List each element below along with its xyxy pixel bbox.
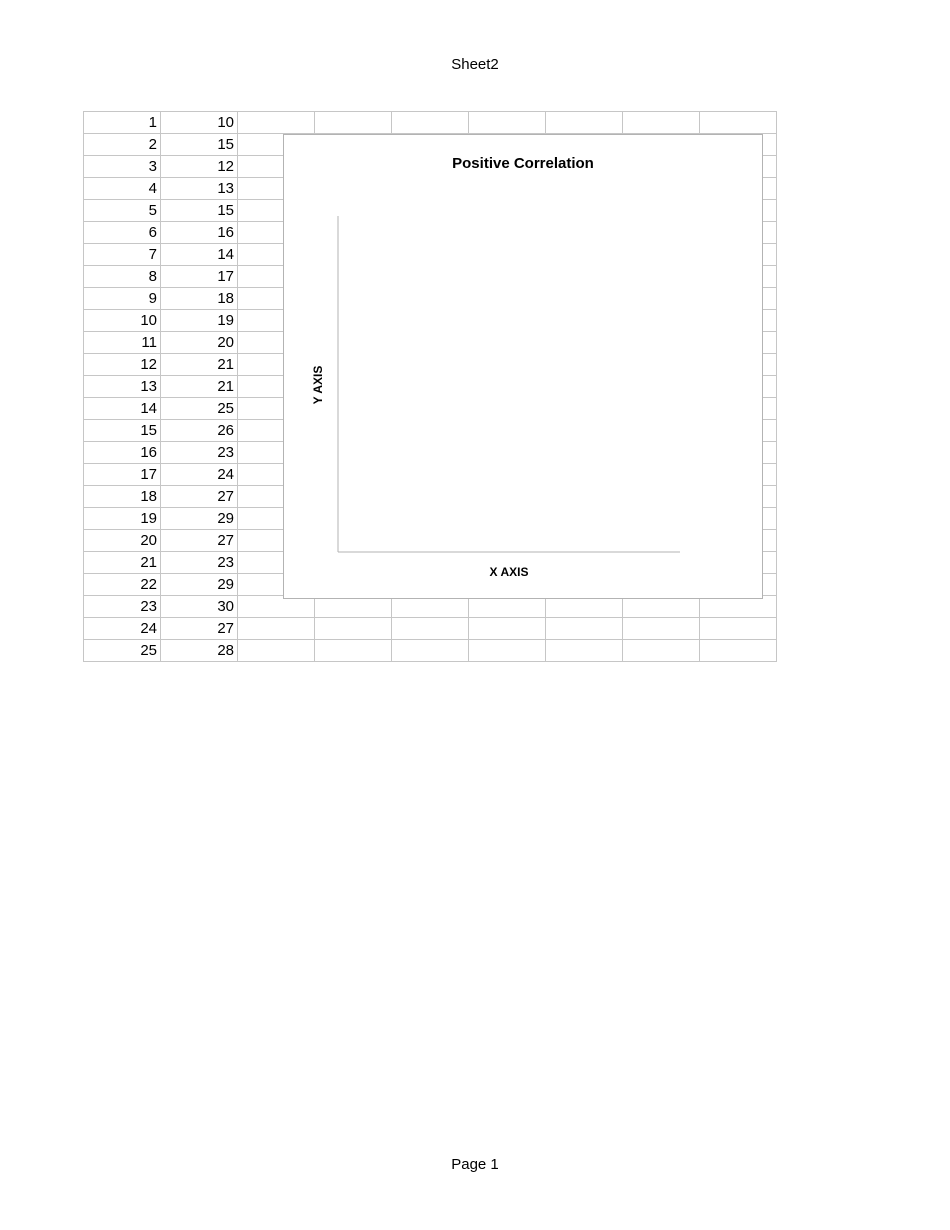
table-cell[interactable]: [700, 112, 777, 134]
table-cell[interactable]: 20: [84, 530, 161, 552]
table-cell[interactable]: [315, 640, 392, 662]
table-cell[interactable]: 15: [84, 420, 161, 442]
table-cell[interactable]: [546, 618, 623, 640]
table-cell[interactable]: 16: [161, 222, 238, 244]
table-cell[interactable]: [238, 618, 315, 640]
table-cell[interactable]: 25: [161, 398, 238, 420]
table-cell[interactable]: 24: [161, 464, 238, 486]
table-cell[interactable]: 26: [161, 420, 238, 442]
table-cell[interactable]: 10: [84, 310, 161, 332]
table-cell[interactable]: [392, 618, 469, 640]
table-cell[interactable]: [546, 640, 623, 662]
table-cell[interactable]: 9: [84, 288, 161, 310]
table-cell[interactable]: 2: [84, 134, 161, 156]
table-cell[interactable]: [700, 618, 777, 640]
table-cell[interactable]: [315, 112, 392, 134]
table-cell[interactable]: 12: [84, 354, 161, 376]
table-cell[interactable]: [623, 640, 700, 662]
table-cell[interactable]: 18: [161, 288, 238, 310]
table-cell[interactable]: 14: [84, 398, 161, 420]
table-cell[interactable]: 19: [84, 508, 161, 530]
table-cell[interactable]: 19: [161, 310, 238, 332]
table-cell[interactable]: 8: [84, 266, 161, 288]
table-row: [84, 618, 777, 640]
table-cell[interactable]: 16: [84, 442, 161, 464]
table-cell[interactable]: 5: [84, 200, 161, 222]
table-cell[interactable]: 7: [84, 244, 161, 266]
table-cell[interactable]: [623, 112, 700, 134]
table-cell[interactable]: [392, 112, 469, 134]
table-cell[interactable]: 17: [161, 266, 238, 288]
table-cell[interactable]: 15: [161, 200, 238, 222]
table-cell[interactable]: [469, 640, 546, 662]
page-footer: Page 1: [451, 1156, 499, 1173]
table-cell[interactable]: 21: [161, 354, 238, 376]
table-cell[interactable]: 30: [161, 596, 238, 618]
table-cell[interactable]: 29: [161, 574, 238, 596]
table-cell[interactable]: 15: [161, 134, 238, 156]
table-cell[interactable]: 29: [161, 508, 238, 530]
y-axis-label: Y AXIS: [311, 365, 325, 405]
table-row: [84, 640, 777, 662]
table-cell[interactable]: 28: [161, 640, 238, 662]
chart-plot-svg: [284, 135, 762, 598]
table-cell[interactable]: [469, 618, 546, 640]
table-cell[interactable]: 17: [84, 464, 161, 486]
table-cell[interactable]: 24: [84, 618, 161, 640]
table-cell[interactable]: 10: [161, 112, 238, 134]
scatter-chart[interactable]: [283, 134, 763, 599]
table-cell[interactable]: 27: [161, 486, 238, 508]
table-cell[interactable]: 21: [161, 376, 238, 398]
table-cell[interactable]: 20: [161, 332, 238, 354]
table-cell[interactable]: 13: [161, 178, 238, 200]
table-cell[interactable]: 23: [161, 442, 238, 464]
table-cell[interactable]: [546, 112, 623, 134]
table-cell[interactable]: 4: [84, 178, 161, 200]
table-cell[interactable]: 23: [84, 596, 161, 618]
table-cell[interactable]: 11: [84, 332, 161, 354]
table-row: [84, 112, 777, 134]
table-cell[interactable]: 1: [84, 112, 161, 134]
table-cell[interactable]: 18: [84, 486, 161, 508]
table-cell[interactable]: [700, 640, 777, 662]
sheet-title: Sheet2: [451, 56, 499, 73]
x-axis-label: X AXIS: [489, 565, 529, 579]
table-cell[interactable]: 27: [161, 618, 238, 640]
table-cell[interactable]: 27: [161, 530, 238, 552]
table-cell[interactable]: 13: [84, 376, 161, 398]
table-cell[interactable]: [392, 640, 469, 662]
table-cell[interactable]: 3: [84, 156, 161, 178]
table-cell[interactable]: 25: [84, 640, 161, 662]
chart-title: Positive Correlation: [452, 155, 594, 172]
table-cell[interactable]: [238, 112, 315, 134]
table-cell[interactable]: 23: [161, 552, 238, 574]
table-cell[interactable]: [315, 618, 392, 640]
table-cell[interactable]: 22: [84, 574, 161, 596]
table-cell[interactable]: 6: [84, 222, 161, 244]
table-cell[interactable]: 21: [84, 552, 161, 574]
table-cell[interactable]: 12: [161, 156, 238, 178]
table-cell[interactable]: [469, 112, 546, 134]
table-cell[interactable]: [238, 640, 315, 662]
table-cell[interactable]: 14: [161, 244, 238, 266]
table-cell[interactable]: [623, 618, 700, 640]
